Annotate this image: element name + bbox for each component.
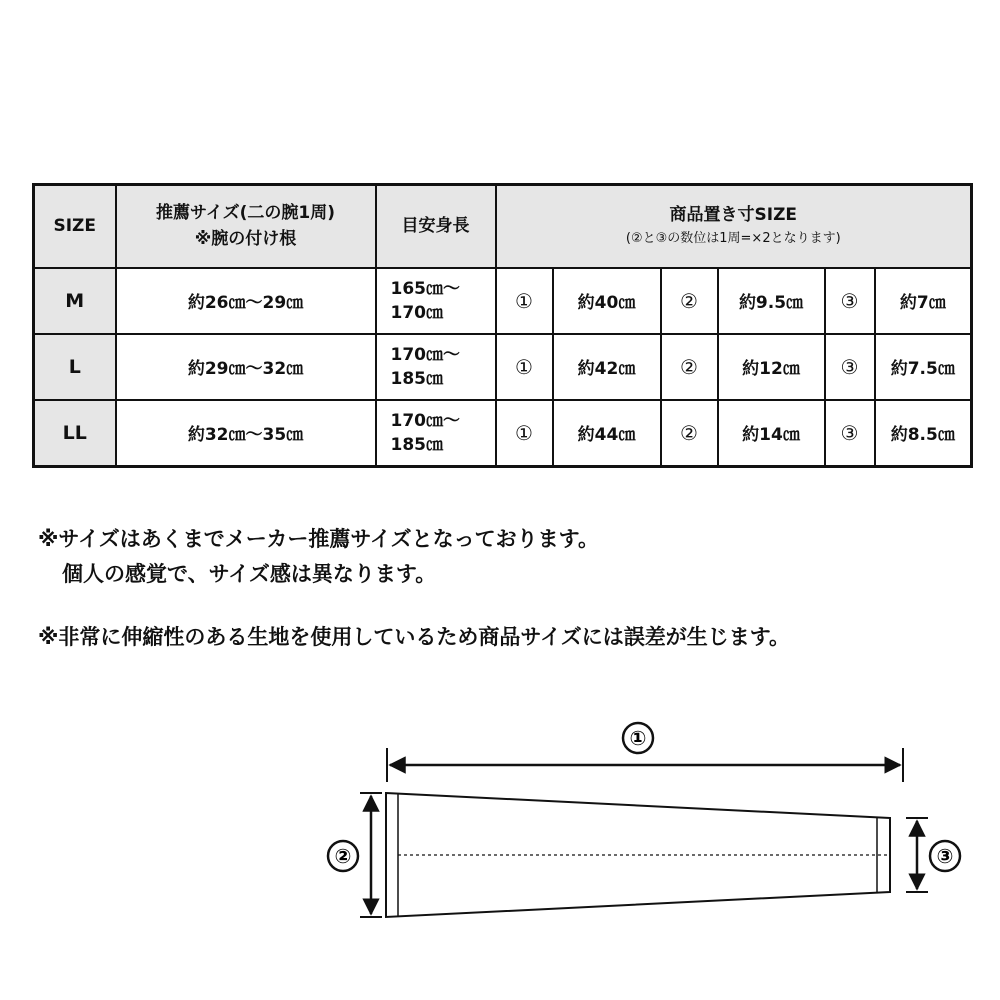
label-1: ① [629, 726, 647, 750]
height-cell [376, 400, 496, 467]
sleeve-diagram [310, 710, 970, 990]
measure-3-label: ③ [825, 334, 875, 400]
measure-1-label: ① [496, 400, 553, 467]
measure-3-value: 約7㎝ [875, 268, 972, 334]
recommended-cell: 約29㎝〜32㎝ [116, 334, 376, 400]
measure-3-value: 約7.5㎝ [875, 334, 972, 400]
measure-1-value: 約44㎝ [553, 400, 661, 467]
size-table [32, 183, 973, 468]
height-cell [376, 334, 496, 400]
header-product-note: (②と③の数位は1周=×2となります) [625, 231, 841, 247]
height-from: 170㎝〜 [390, 410, 460, 431]
notes [38, 522, 790, 655]
header-height: 目安身長 [376, 185, 496, 268]
measure-1-label: ① [496, 268, 553, 334]
header-recommended-line1: 推薦サイズ(二の腕1周) [155, 203, 335, 224]
header-size: SIZE [34, 185, 116, 268]
measure-2-value: 約9.5㎝ [718, 268, 825, 334]
measure-3-label: ③ [825, 268, 875, 334]
measure-2-label: ② [661, 268, 718, 334]
measure-2-label: ② [661, 400, 718, 467]
recommended-cell: 約26㎝〜29㎝ [116, 268, 376, 334]
note-stretch-tolerance: ※非常に伸縮性のある生地を使用しているため商品サイズには誤差が生じます。 [38, 625, 791, 649]
height-to: 185㎝ [390, 434, 443, 455]
label-2: ② [334, 844, 352, 868]
header-product-size [496, 185, 972, 268]
header-product-title: 商品置き寸SIZE [669, 205, 798, 226]
size-cell: M [34, 268, 116, 334]
header-row [34, 185, 972, 268]
measure-2-label: ② [661, 334, 718, 400]
height-cell [376, 268, 496, 334]
measure-1-label: ① [496, 334, 553, 400]
note-spacer [38, 592, 790, 620]
height-to: 170㎝ [390, 302, 443, 323]
header-recommended-size [116, 185, 376, 268]
height-from: 170㎝〜 [390, 344, 460, 365]
table-row [34, 400, 972, 467]
height-to: 185㎝ [390, 368, 443, 389]
note-individual-feel: 個人の感覚で、サイズ感は異なります。 [62, 562, 437, 586]
measure-1-value: 約40㎝ [553, 268, 661, 334]
header-recommended-line2: ※腕の付け根 [194, 229, 297, 250]
table-row [34, 268, 972, 334]
note-recommended-size: ※サイズはあくまでメーカー推薦サイズとなっております。 [38, 527, 599, 551]
label-3: ③ [936, 844, 954, 868]
measure-2-value: 約14㎝ [718, 400, 825, 467]
size-cell: LL [34, 400, 116, 467]
size-cell: L [34, 334, 116, 400]
measure-3-label: ③ [825, 400, 875, 467]
table-row [34, 334, 972, 400]
measure-3-value: 約8.5㎝ [875, 400, 972, 467]
height-from: 165㎝〜 [390, 278, 460, 299]
measure-2-value: 約12㎝ [718, 334, 825, 400]
measure-1-value: 約42㎝ [553, 334, 661, 400]
recommended-cell: 約32㎝〜35㎝ [116, 400, 376, 467]
